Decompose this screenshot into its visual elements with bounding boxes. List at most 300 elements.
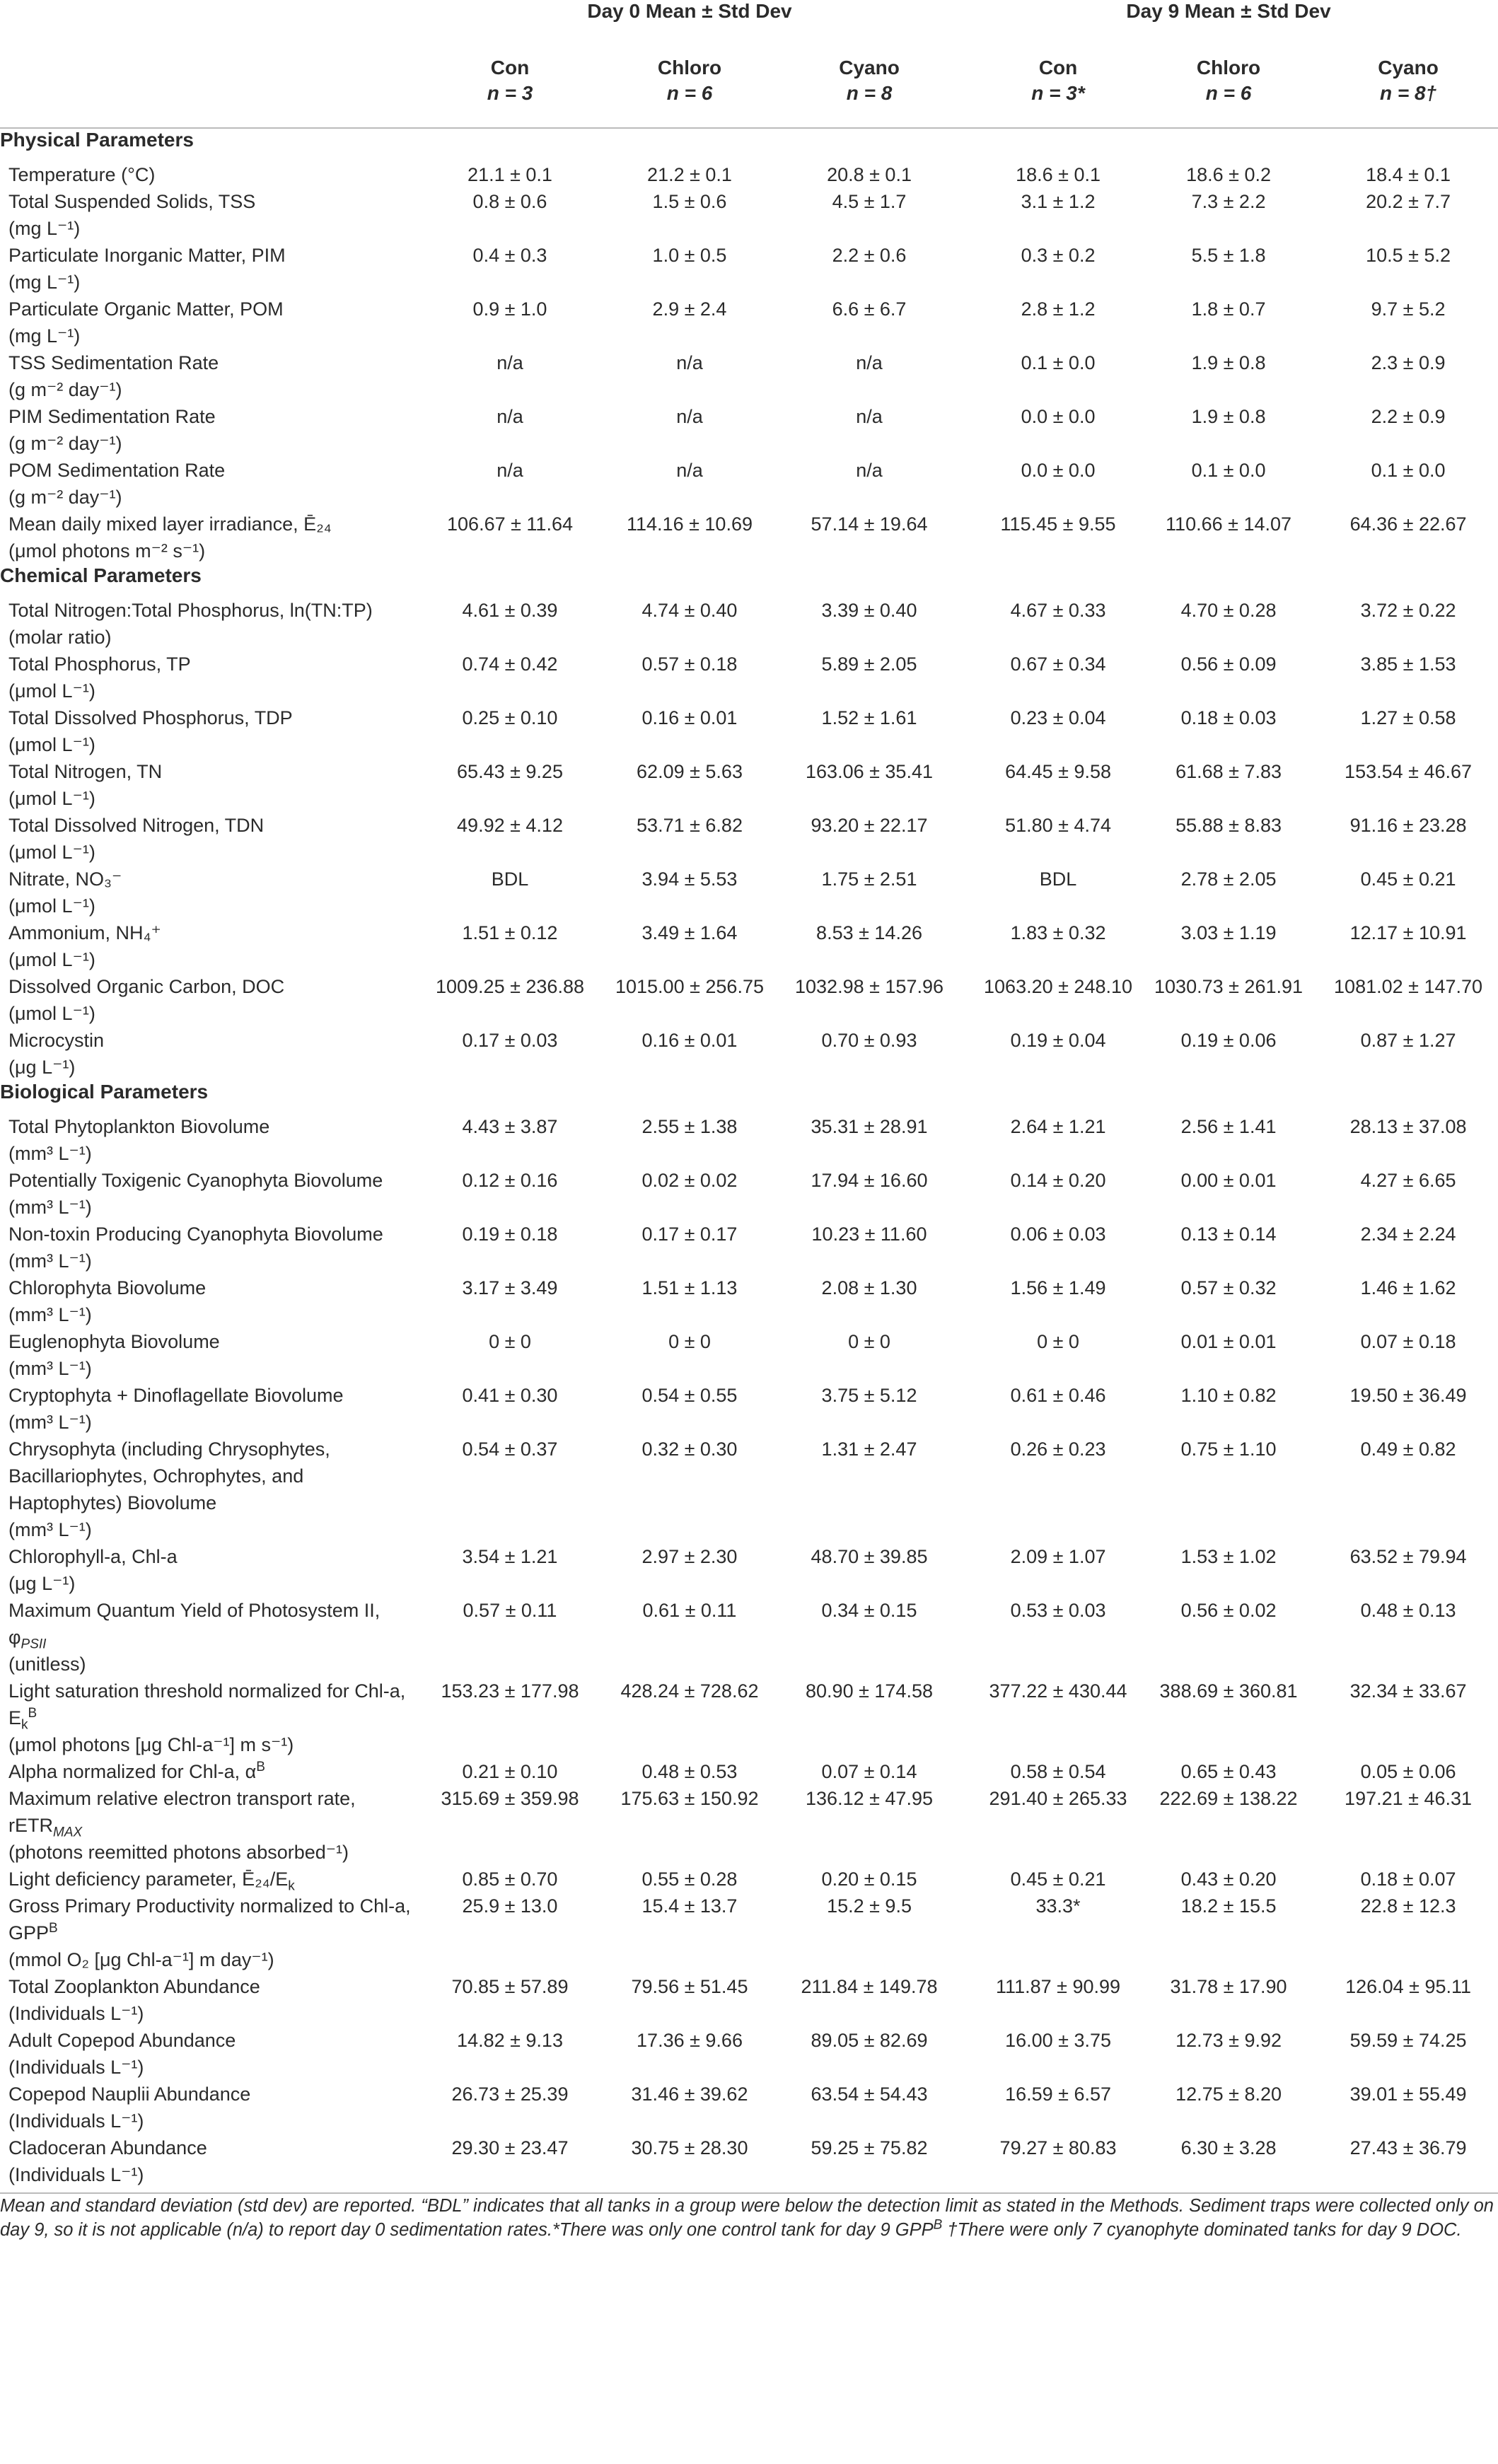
table-cell: 3.94 ± 5.53	[641, 868, 738, 890]
table-cell: 4.43 ± 3.87	[462, 1116, 558, 1137]
row-label-line: Copepod Nauplii Abundance	[8, 2084, 251, 2105]
table-cell: 0.01 ± 0.01	[1180, 1331, 1277, 1352]
row-label	[0, 403, 420, 457]
table-row	[0, 1221, 1498, 1274]
table-cell: 63.52 ± 79.94	[1349, 1546, 1467, 1567]
row-label-line: (g m⁻² day⁻¹)	[8, 433, 122, 454]
table-cell: 10.5 ± 5.2	[1366, 245, 1451, 266]
table-cell: 0.12 ± 0.16	[462, 1170, 558, 1191]
table-cell: 0.75 ± 1.10	[1180, 1439, 1277, 1460]
row-label-line: (molar ratio)	[8, 627, 112, 648]
table-cell: 28.13 ± 37.08	[1349, 1116, 1467, 1137]
row-label	[0, 1436, 420, 1543]
table-cell: n/a	[676, 406, 703, 427]
table-cell: 0.49 ± 0.82	[1360, 1439, 1456, 1460]
row-label	[0, 1893, 420, 1973]
table-cell: 0.56 ± 0.09	[1180, 653, 1277, 675]
table-cell: 1.9 ± 0.8	[1191, 352, 1266, 373]
table-cell: 0.07 ± 0.14	[821, 1761, 917, 1782]
table-cell: 0.8 ± 0.6	[472, 191, 547, 212]
row-label	[0, 1543, 420, 1597]
table-cell: 2.2 ± 0.6	[832, 245, 907, 266]
table-cell: 2.97 ± 2.30	[641, 1546, 738, 1567]
table-cell: BDL	[491, 868, 529, 890]
column-name: Chloro	[1196, 57, 1261, 79]
column-name: Cyano	[839, 57, 900, 79]
row-label-line: Ammonium, NH₄⁺	[8, 922, 161, 943]
row-label	[0, 2081, 420, 2134]
row-label-line: (mmol O₂ [μg Chl-a⁻¹] m day⁻¹)	[8, 1949, 274, 1970]
row-label-line: (mm³ L⁻¹)	[8, 1143, 92, 1164]
table-cell: 39.01 ± 55.49	[1349, 2084, 1467, 2105]
section-header-row	[0, 564, 1498, 597]
row-label-line: Total Suspended Solids, TSS	[8, 191, 256, 212]
row-label	[0, 1274, 420, 1328]
row-label-line: Total Dissolved Phosphorus, TDP	[8, 707, 293, 728]
table-cell: 1009.25 ± 236.88	[435, 976, 584, 997]
table-cell: 14.82 ± 9.13	[457, 2030, 563, 2051]
table-cell: 0.61 ± 0.11	[642, 1600, 737, 1621]
row-label	[0, 2027, 420, 2081]
table-cell: 3.39 ± 0.40	[821, 600, 917, 621]
table-cell: 0.58 ± 0.54	[1010, 1761, 1106, 1782]
table-cell: 63.54 ± 54.43	[811, 2084, 928, 2105]
table-cell: 1.75 ± 2.51	[821, 868, 917, 890]
table-cell: 30.75 ± 28.30	[631, 2137, 748, 2158]
table-row	[0, 1678, 1498, 1758]
table-cell: 3.72 ± 0.22	[1360, 600, 1456, 621]
table-cell: 1030.73 ± 261.91	[1154, 976, 1304, 997]
table-cell: 0.57 ± 0.32	[1180, 1277, 1277, 1298]
row-label-line: Light deficiency parameter, Ē₂₄/$E_k$	[8, 1869, 295, 1894]
row-label-line: (μmol L⁻¹)	[8, 949, 95, 970]
table-cell: 0.18 ± 0.03	[1180, 707, 1277, 728]
table-cell: 9.7 ± 5.2	[1371, 298, 1446, 320]
table-row	[0, 1436, 1498, 1543]
table-cell: 19.50 ± 36.49	[1349, 1385, 1467, 1406]
table-cell: 0.20 ± 0.15	[821, 1869, 917, 1890]
table-cell: 0.55 ± 0.28	[641, 1869, 738, 1890]
table-cell: 0.02 ± 0.02	[641, 1170, 738, 1191]
table-cell: 0.9 ± 1.0	[472, 298, 547, 320]
column-header	[959, 54, 1139, 128]
table-cell: 2.64 ± 1.21	[1010, 1116, 1106, 1137]
table-cell: 1.51 ± 1.13	[641, 1277, 738, 1298]
table-cell: 18.6 ± 0.1	[1016, 164, 1101, 185]
row-label-line: Total Phosphorus, TP	[8, 653, 191, 675]
row-label	[0, 1113, 420, 1167]
row-label-line: (mg L⁻¹)	[8, 325, 81, 347]
row-label	[0, 1382, 420, 1436]
table-cell: 0.26 ± 0.23	[1010, 1439, 1106, 1460]
row-label	[0, 758, 420, 812]
table-cell: 0.19 ± 0.18	[462, 1224, 558, 1245]
row-label-line: Haptophytes) Biovolume	[8, 1492, 217, 1513]
table-end-rule	[0, 2188, 1498, 2193]
table-cell: 17.36 ± 9.66	[637, 2030, 743, 2051]
row-label	[0, 1973, 420, 2027]
row-label-line: Alpha normalized for Chl-a, $\alpha^B$	[8, 1760, 265, 1782]
table-cell: 0.48 ± 0.13	[1360, 1600, 1456, 1621]
row-label-line: (unitless)	[8, 1654, 86, 1675]
table-cell: 1.27 ± 0.58	[1360, 707, 1456, 728]
table-cell: 0.23 ± 0.04	[1010, 707, 1106, 728]
row-label-line: Total Phytoplankton Biovolume	[8, 1116, 270, 1137]
table-cell: 0.19 ± 0.06	[1180, 1030, 1277, 1051]
table-cell: 0.32 ± 0.30	[641, 1439, 738, 1460]
row-label	[0, 973, 420, 1027]
day9-title: Day 9 Mean ± Std Dev	[1126, 0, 1331, 22]
row-label-line: PIM Sedimentation Rate	[8, 406, 216, 427]
table-row	[0, 1328, 1498, 1382]
row-label	[0, 651, 420, 704]
table-cell: 70.85 ± 57.89	[451, 1976, 569, 1997]
row-label-line: Total Nitrogen, TN	[8, 761, 163, 782]
table-cell: 10.23 ± 11.60	[811, 1224, 927, 1245]
table-cell: 20.2 ± 7.7	[1366, 191, 1451, 212]
row-label	[0, 919, 420, 973]
table-row	[0, 1893, 1498, 1973]
row-label-line: Mean daily mixed layer irradiance, Ē₂₄	[8, 513, 332, 535]
table-cell: 29.30 ± 23.47	[451, 2137, 569, 2158]
day0-title: Day 0 Mean ± Std Dev	[587, 0, 792, 22]
table-cell: 163.06 ± 35.41	[806, 761, 933, 782]
table-cell: 0.53 ± 0.03	[1010, 1600, 1106, 1621]
row-label	[0, 1785, 420, 1866]
table-cell: 1015.00 ± 256.75	[615, 976, 764, 997]
table-cell: 91.16 ± 23.28	[1349, 815, 1467, 836]
table-cell: 8.53 ± 14.26	[816, 922, 922, 943]
section-title: Chemical Parameters	[0, 564, 202, 586]
table-cell: 3.17 ± 3.49	[462, 1277, 558, 1298]
table-cell: 33.3*	[1035, 1895, 1081, 1917]
table-cell: 5.5 ± 1.8	[1191, 245, 1266, 266]
table-cell: 0.0 ± 0.0	[1021, 406, 1096, 427]
row-label-line: (μmol L⁻¹)	[8, 680, 95, 702]
table-cell: 153.23 ± 177.98	[441, 1680, 579, 1702]
table-cell: 1.83 ± 0.32	[1010, 922, 1106, 943]
table-cell: 89.05 ± 82.69	[811, 2030, 928, 2051]
row-label	[0, 161, 420, 188]
table-cell: 0.57 ± 0.18	[641, 653, 738, 675]
table-cell: 12.17 ± 10.91	[1349, 922, 1467, 943]
table-cell: n/a	[497, 406, 523, 427]
table-cell: 0.54 ± 0.55	[641, 1385, 738, 1406]
table-cell: 3.85 ± 1.53	[1360, 653, 1456, 675]
table-cell: 0.07 ± 0.18	[1360, 1331, 1456, 1352]
table-cell: 0.18 ± 0.07	[1360, 1869, 1456, 1890]
table-cell: n/a	[856, 352, 883, 373]
row-label	[0, 1597, 420, 1678]
table-cell: 0.74 ± 0.42	[462, 653, 558, 675]
corner-cell	[0, 54, 420, 128]
table-cell: 2.09 ± 1.07	[1010, 1546, 1106, 1567]
row-label-line: Total Zooplankton Abundance	[8, 1976, 260, 1997]
table-cell: 17.94 ± 16.60	[811, 1170, 928, 1191]
table-cell: 22.8 ± 12.3	[1360, 1895, 1456, 1917]
row-label	[0, 511, 420, 564]
column-n: n = 3*	[1031, 82, 1085, 104]
row-label	[0, 188, 420, 242]
row-label	[0, 866, 420, 919]
table-cell: 1.56 ± 1.49	[1010, 1277, 1106, 1298]
row-label-line: Maximum relative electron transport rate, rETR$_{MAX}$	[8, 1788, 356, 1840]
row-label-line: Light saturation threshold normalized for Chl-a, $E_k^B$	[8, 1680, 406, 1733]
row-label-line: Dissolved Organic Carbon, DOC	[8, 976, 285, 997]
table-cell: 1.46 ± 1.62	[1360, 1277, 1456, 1298]
table-cell: 175.63 ± 150.92	[620, 1788, 759, 1809]
column-header	[1318, 54, 1498, 128]
table-cell: 7.3 ± 2.2	[1191, 191, 1266, 212]
row-label	[0, 457, 420, 511]
table-cell: 0.4 ± 0.3	[472, 245, 547, 266]
table-cell: 0.65 ± 0.43	[1180, 1761, 1277, 1782]
table-cell: 0.3 ± 0.2	[1021, 245, 1096, 266]
table-cell: 21.2 ± 0.1	[647, 164, 732, 185]
table-cell: 62.09 ± 5.63	[637, 761, 743, 782]
table-cell: 0 ± 0	[848, 1331, 890, 1352]
row-label-line: Non-toxin Producing Cyanophyta Biovolume	[8, 1224, 383, 1245]
table-cell: 0.19 ± 0.04	[1010, 1030, 1106, 1051]
table-cell: 106.67 ± 11.64	[447, 513, 573, 535]
row-label-line: Chrysophyta (including Chrysophytes,	[8, 1439, 330, 1460]
row-label-line: (μg L⁻¹)	[8, 1057, 76, 1078]
table-cell: 21.1 ± 0.1	[468, 164, 552, 185]
table-cell: BDL	[1039, 868, 1077, 890]
row-label-line: Adult Copepod Abundance	[8, 2030, 236, 2051]
row-label-line: Total Nitrogen:Total Phosphorus, ln(TN:TP)	[8, 600, 373, 621]
table-cell: 0.1 ± 0.0	[1021, 352, 1096, 373]
row-label-line: (μmol L⁻¹)	[8, 842, 95, 863]
table-cell: 115.45 ± 9.55	[1000, 513, 1116, 535]
table-cell: 0.45 ± 0.21	[1360, 868, 1456, 890]
table-cell: 31.78 ± 17.90	[1170, 1976, 1287, 1997]
row-label-line: (μg L⁻¹)	[8, 1573, 76, 1594]
row-label-line: Cladoceran Abundance	[8, 2137, 207, 2158]
row-label-line: (mm³ L⁻¹)	[8, 1358, 92, 1379]
table-cell: 0.13 ± 0.14	[1180, 1224, 1277, 1245]
table-cell: 6.6 ± 6.7	[832, 298, 907, 320]
row-label	[0, 242, 420, 296]
table-cell: 114.16 ± 10.69	[627, 513, 753, 535]
table-cell: 0.17 ± 0.17	[641, 1224, 738, 1245]
table-row	[0, 2027, 1498, 2081]
table-cell: 26.73 ± 25.39	[451, 2084, 569, 2105]
table-cell: 15.2 ± 9.5	[827, 1895, 912, 1917]
table-row	[0, 242, 1498, 296]
table-row	[0, 1973, 1498, 2027]
table-cell: 64.36 ± 22.67	[1349, 513, 1467, 535]
table-cell: 1.51 ± 0.12	[462, 922, 558, 943]
table-cell: 377.22 ± 430.44	[989, 1680, 1127, 1702]
table-cell: 0.57 ± 0.11	[463, 1600, 557, 1621]
table-row	[0, 1274, 1498, 1328]
table-row	[0, 161, 1498, 188]
row-label-line: Gross Primary Productivity normalized to Chl-a, $GPP^B$	[8, 1895, 411, 1943]
row-label-line: (Individuals L⁻¹)	[8, 2164, 144, 2185]
column-n: n = 6	[1205, 82, 1252, 104]
row-label	[0, 1167, 420, 1221]
table-row	[0, 296, 1498, 349]
table-row	[0, 758, 1498, 812]
table-cell: 31.46 ± 39.62	[631, 2084, 748, 2105]
table-cell: 0.70 ± 0.93	[821, 1030, 917, 1051]
column-n: n = 8†	[1379, 82, 1437, 104]
row-label-line: Total Dissolved Nitrogen, TDN	[8, 815, 265, 836]
row-label-line: (mm³ L⁻¹)	[8, 1197, 92, 1218]
row-label	[0, 597, 420, 651]
table-cell: 3.75 ± 5.12	[821, 1385, 917, 1406]
table-cell: 1.52 ± 1.61	[821, 707, 917, 728]
row-label	[0, 1758, 420, 1785]
table-cell: 0.54 ± 0.37	[462, 1439, 558, 1460]
row-label-line: (Individuals L⁻¹)	[8, 2110, 144, 2132]
table-cell: 4.61 ± 0.39	[462, 600, 558, 621]
table-row	[0, 403, 1498, 457]
table-row	[0, 2134, 1498, 2188]
table-cell: 5.89 ± 2.05	[821, 653, 917, 675]
corner-cell	[0, 0, 420, 54]
row-label-line: Nitrate, NO₃⁻	[8, 868, 122, 890]
table-cell: 0.43 ± 0.20	[1180, 1869, 1277, 1890]
row-label-line: Potentially Toxigenic Cyanophyta Biovolume	[8, 1170, 383, 1191]
table-cell: 0.34 ± 0.15	[821, 1600, 917, 1621]
section-title: Biological Parameters	[0, 1081, 209, 1103]
table-cell: n/a	[676, 460, 703, 481]
table-row	[0, 919, 1498, 973]
table-row	[0, 1027, 1498, 1081]
table-cell: 1.10 ± 0.82	[1180, 1385, 1277, 1406]
table-cell: 2.2 ± 0.9	[1371, 406, 1446, 427]
table-cell: 126.04 ± 95.11	[1345, 1976, 1472, 1997]
row-label-line: (μmol L⁻¹)	[8, 895, 95, 917]
table-cell: 0.45 ± 0.21	[1010, 1869, 1106, 1890]
table-row	[0, 1597, 1498, 1678]
table-cell: 2.56 ± 1.41	[1180, 1116, 1277, 1137]
table-cell: 0.1 ± 0.0	[1191, 460, 1266, 481]
table-cell: 2.3 ± 0.9	[1371, 352, 1446, 373]
column-n: n = 8	[846, 82, 893, 104]
table-cell: 27.43 ± 36.79	[1349, 2137, 1467, 2158]
table-cell: 0.61 ± 0.46	[1010, 1385, 1106, 1406]
table-row	[0, 651, 1498, 704]
row-label	[0, 1221, 420, 1274]
table-cell: 2.78 ± 2.05	[1180, 868, 1277, 890]
table-cell: 16.59 ± 6.57	[1005, 2084, 1111, 2105]
table-cell: 20.8 ± 0.1	[827, 164, 912, 185]
table-cell: 48.70 ± 39.85	[811, 1546, 928, 1567]
row-label-line: Bacillariophytes, Ochrophytes, and	[8, 1465, 304, 1487]
row-label-line: (mm³ L⁻¹)	[8, 1250, 92, 1272]
row-label-line: Chlorophyta Biovolume	[8, 1277, 207, 1298]
table-cell: 51.80 ± 4.74	[1005, 815, 1111, 836]
row-label-line: (g m⁻² day⁻¹)	[8, 487, 122, 508]
table-cell: 0.21 ± 0.10	[462, 1761, 558, 1782]
table-cell: 93.20 ± 22.17	[811, 815, 928, 836]
table-row	[0, 973, 1498, 1027]
table-cell: 1.31 ± 2.47	[821, 1439, 917, 1460]
row-label-line: (μmol L⁻¹)	[8, 734, 95, 755]
table-cell: 0.87 ± 1.27	[1360, 1030, 1456, 1051]
row-label	[0, 1027, 420, 1081]
column-header	[420, 54, 600, 128]
table-row	[0, 812, 1498, 866]
table-cell: 111.87 ± 90.99	[996, 1976, 1121, 1997]
table-cell: 0.16 ± 0.01	[641, 1030, 738, 1051]
row-label	[0, 2134, 420, 2188]
table-cell: 12.75 ± 8.20	[1175, 2084, 1282, 2105]
table-cell: n/a	[856, 406, 883, 427]
table-cell: 35.31 ± 28.91	[811, 1116, 928, 1137]
table-cell: 211.84 ± 149.78	[801, 1976, 938, 1997]
table-cell: 4.27 ± 6.65	[1360, 1170, 1456, 1191]
column-name: Con	[1038, 57, 1078, 79]
table-row	[0, 866, 1498, 919]
row-label-line: (Individuals L⁻¹)	[8, 2003, 144, 2024]
table-cell: 64.45 ± 9.58	[1005, 761, 1111, 782]
table-cell: 428.24 ± 728.62	[620, 1680, 759, 1702]
table-cell: 291.40 ± 265.33	[989, 1788, 1127, 1809]
table-cell: 0.48 ± 0.53	[641, 1761, 738, 1782]
table-cell: 0.85 ± 0.70	[462, 1869, 558, 1890]
table-cell: 1.8 ± 0.7	[1191, 298, 1266, 320]
row-label-line: (Individuals L⁻¹)	[8, 2057, 144, 2078]
table-cell: 59.59 ± 74.25	[1349, 2030, 1467, 2051]
table-row	[0, 2081, 1498, 2134]
table-cell: n/a	[676, 352, 703, 373]
table-cell: 3.1 ± 1.2	[1021, 191, 1096, 212]
table-cell: 3.54 ± 1.21	[462, 1546, 558, 1567]
table-cell: 4.70 ± 0.28	[1180, 600, 1277, 621]
table-cell: 25.9 ± 13.0	[462, 1895, 558, 1917]
table-row	[0, 1382, 1498, 1436]
table-cell: 15.4 ± 13.7	[641, 1895, 738, 1917]
table-cell: 197.21 ± 46.31	[1345, 1788, 1473, 1809]
table-cell: 65.43 ± 9.25	[457, 761, 563, 782]
table-cell: 4.5 ± 1.7	[832, 191, 907, 212]
table-cell: 80.90 ± 174.58	[806, 1680, 933, 1702]
table-row	[0, 188, 1498, 242]
table-cell: 0 ± 0	[489, 1331, 531, 1352]
table-cell: 53.71 ± 6.82	[637, 815, 743, 836]
column-header	[1139, 54, 1318, 128]
row-label	[0, 704, 420, 758]
row-label-line: (mg L⁻¹)	[8, 218, 81, 239]
table-cell: 4.74 ± 0.40	[641, 600, 738, 621]
table-cell: 0.06 ± 0.03	[1010, 1224, 1106, 1245]
table-cell: 110.66 ± 14.07	[1166, 513, 1292, 535]
table-cell: 0.16 ± 0.01	[641, 707, 738, 728]
table-row	[0, 511, 1498, 564]
row-label-line: Euglenophyta Biovolume	[8, 1331, 220, 1352]
column-name: Chloro	[657, 57, 722, 79]
table-row	[0, 1785, 1498, 1866]
column-n: n = 6	[666, 82, 713, 104]
footnote-text: Mean and standard deviation (std dev) are reported. “BDL” indicates that all tanks in a group were below the detection limit as stated in the Methods. Sediment traps were collected only on day 9, so it is not applicable (n/a) to report day 0 sedimentation rates.*There was only one control tank for day 9 $GPP^B$ †There were only 7 cyanophyte dominated tanks for day 9 DOC.	[0, 2193, 1498, 2242]
row-label	[0, 1866, 420, 1893]
table-cell: 0.0 ± 0.0	[1021, 460, 1096, 481]
row-label-line: Particulate Inorganic Matter, PIM	[8, 245, 286, 266]
table-row	[0, 349, 1498, 403]
table-cell: 2.8 ± 1.2	[1021, 298, 1096, 320]
row-label-line: (photons reemitted photons absorbed⁻¹)	[8, 1842, 349, 1863]
row-label-line: (mm³ L⁻¹)	[8, 1304, 92, 1325]
table-row	[0, 1758, 1498, 1785]
table-cell: 0.41 ± 0.30	[462, 1385, 558, 1406]
table-cell: 2.9 ± 2.4	[652, 298, 727, 320]
section-header-row	[0, 1081, 1498, 1113]
table-cell: 136.12 ± 47.95	[806, 1788, 933, 1809]
